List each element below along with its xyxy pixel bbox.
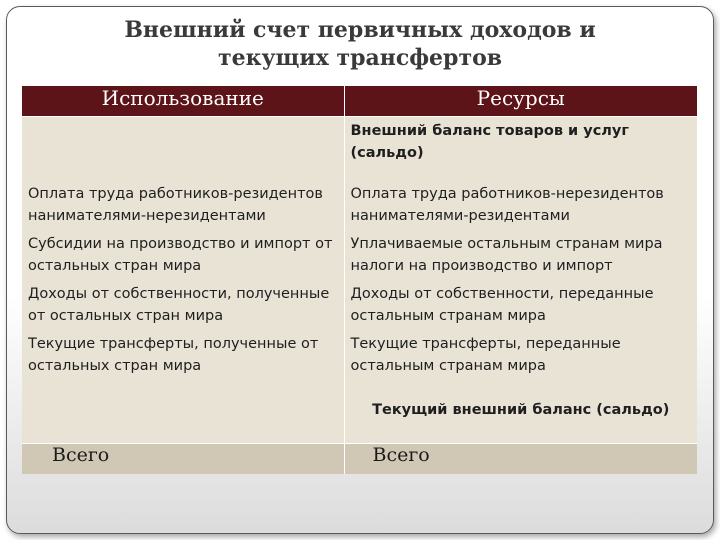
total-uses-label: Всего xyxy=(22,444,344,475)
list-item: Уплачиваемые остальным странам мира налоги на производство и импорт xyxy=(350,236,663,274)
list-item: Оплата труда работников-нерезидентов нанимателями-резидентами xyxy=(350,186,664,224)
list-item: Оплата труда работников-резидентов нанимателями-нерезидентами xyxy=(28,186,323,224)
header-resources: Ресурсы xyxy=(344,86,697,117)
uses-empty-top xyxy=(22,117,344,183)
uses-column xyxy=(22,117,344,444)
uses-list xyxy=(22,183,344,377)
table-header-row xyxy=(22,86,697,117)
list-item: Текущие трансферты, полученные от остальных стран мира xyxy=(28,336,319,374)
total-resources-label: Всего xyxy=(344,444,697,475)
current-external-balance: Текущий внешний баланс (сальдо) xyxy=(372,402,670,418)
list-item: Субсидии на производство и импорт от остальных стран мира xyxy=(28,236,333,274)
slide-title xyxy=(0,16,720,72)
title-line-1: Внешний счет первичных доходов и xyxy=(124,17,596,43)
accounts-table xyxy=(22,86,697,474)
list-item: Доходы от собственности, полученные от остальных стран мира xyxy=(28,286,330,324)
header-uses: Использование xyxy=(22,86,344,117)
resources-list xyxy=(345,183,698,377)
title-line-2: текущих трансфертов xyxy=(217,45,503,71)
list-item: Текущие трансферты, переданные остальным странам мира xyxy=(350,336,621,374)
balance-goods-services: Внешний баланс товаров и услуг (сальдо) xyxy=(350,123,629,161)
table-body-row xyxy=(22,117,697,444)
list-item: Доходы от собственности, переданные остальным странам мира xyxy=(350,286,654,324)
resources-column xyxy=(344,117,697,444)
total-row xyxy=(22,444,697,475)
